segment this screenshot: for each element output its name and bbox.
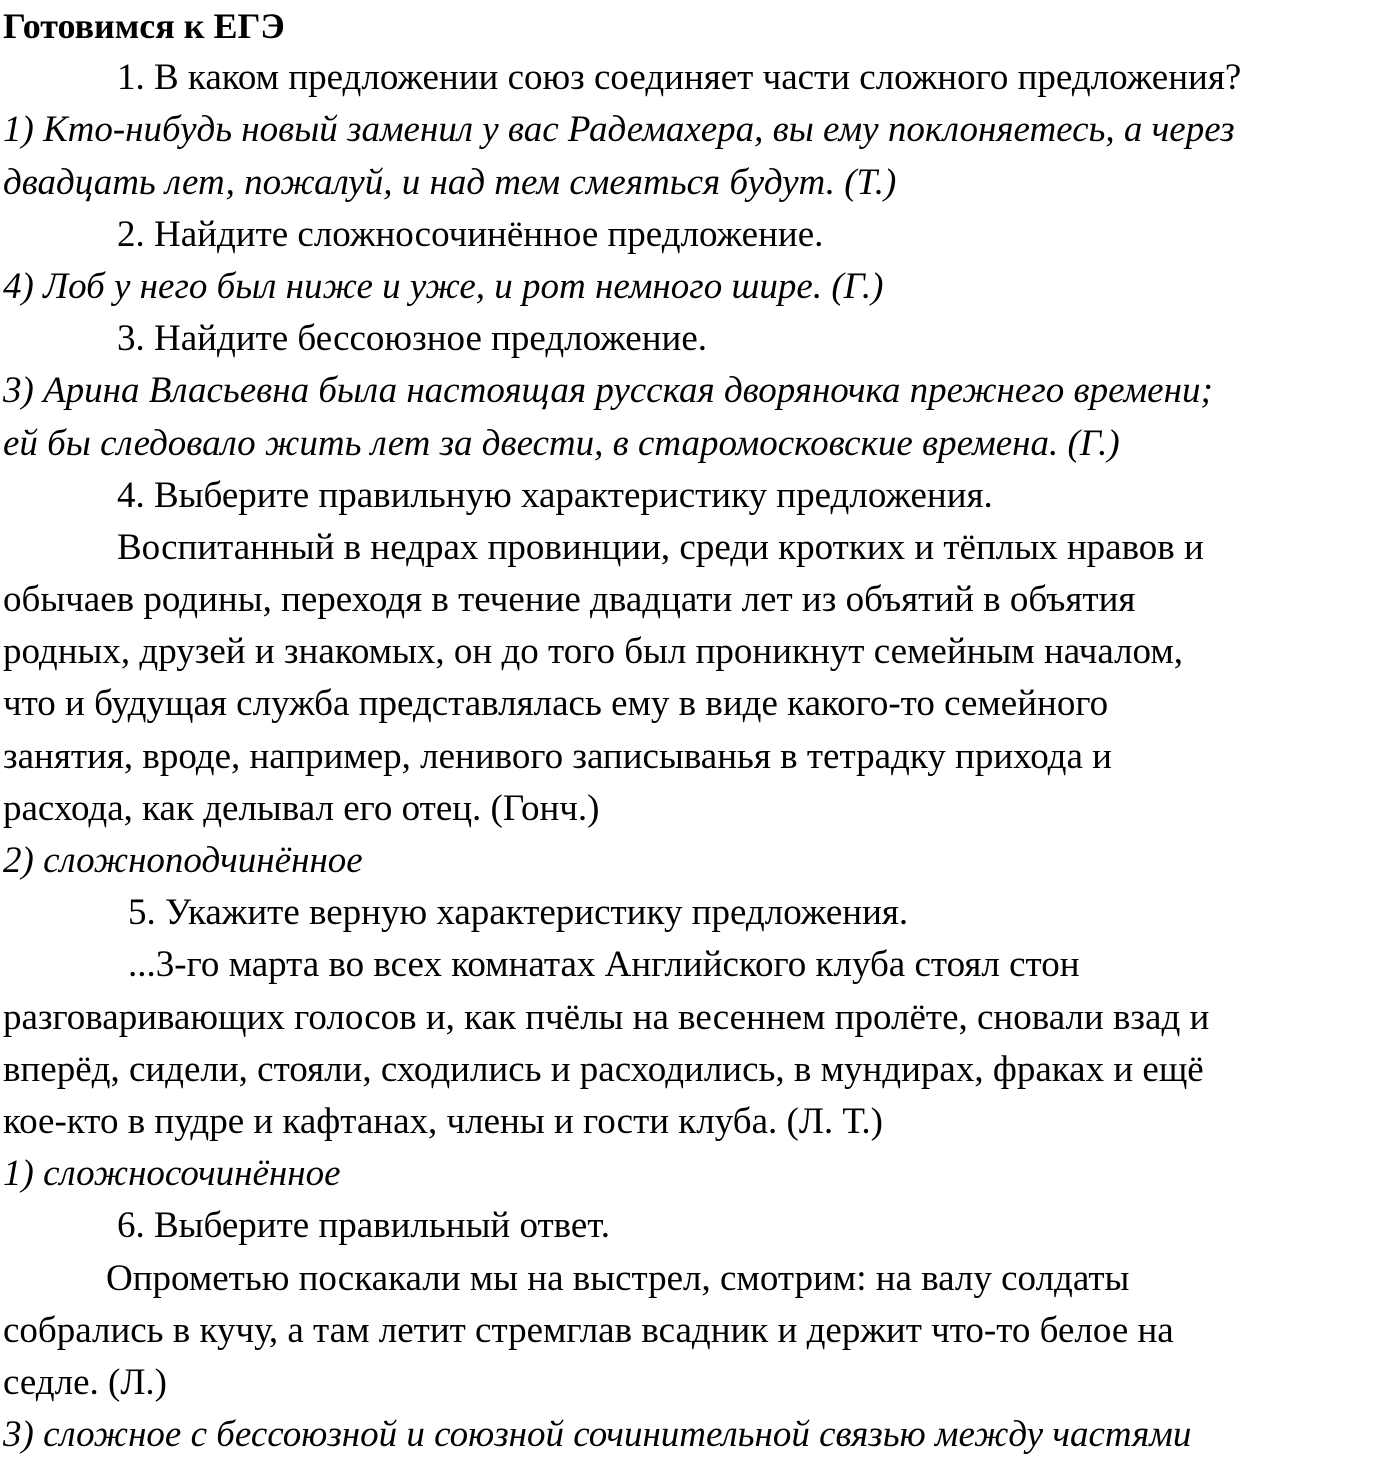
passage-5-line-4: кое-кто в пудре и кафтанах, члены и гости клуба. (Л. Т.): [3, 1100, 883, 1142]
passage-5-line-2: разговаривающих голосов и, как пчёлы на весеннем пролёте, сновали взад и: [3, 996, 1210, 1038]
question-6: 6. Выберите правильный ответ.: [117, 1205, 610, 1247]
passage-6-line-3: седле. (Л.): [3, 1361, 168, 1403]
answer-2-line-1: 4) Лоб у него был ниже и уже, и рот немного шире. (Г.): [3, 265, 884, 307]
passage-4-line-1: Воспитанный в недрах провинции, среди кротких и тёплых нравов и: [117, 526, 1204, 568]
answer-1-line-1: 1) Кто-нибудь новый заменил у вас Радемахера, вы ему поклоняетесь, а через: [3, 109, 1235, 151]
document-page: [3, 0, 1400, 1461]
passage-4-line-3: родных, друзей и знакомых, он до того был проникнут семейным началом,: [3, 631, 1183, 673]
passage-4-line-5: занятия, вроде, например, ленивого записыванья в тетрадку прихода и: [3, 735, 1112, 777]
passage-6-line-1: Опрометью поскакали мы на выстрел, смотрим: на валу солдаты: [106, 1257, 1130, 1299]
answer-3-line-1: 3) Арина Власьевна была настоящая русская дворяночка прежнего времени;: [3, 370, 1213, 412]
question-4: 4. Выберите правильную характеристику предложения.: [117, 474, 993, 516]
question-5: 5. Укажите верную характеристику предложения.: [128, 892, 909, 934]
question-3: 3. Найдите бессоюзное предложение.: [117, 318, 707, 360]
passage-4-line-2: обычаев родины, переходя в течение двадцати лет из объятий в объятия: [3, 579, 1136, 621]
answer-3-line-2: ей бы следовало жить лет за двести, в старомосковские времена. (Г.): [3, 422, 1120, 464]
question-1: 1. В каком предложении союз соединяет части сложного предложения?: [117, 57, 1242, 99]
passage-4-line-4: что и будущая служба представлялась ему в виде какого-то семейного: [3, 683, 1109, 725]
passage-5-line-3: вперёд, сидели, стояли, сходились и расходились, в мундирах, фраках и ещё: [3, 1048, 1204, 1090]
answer-6-line-1: 3) сложное с бессоюзной и союзной сочинительной связью между частями: [3, 1414, 1192, 1456]
answer-5-line-1: 1) сложносочинённое: [3, 1153, 341, 1195]
question-2: 2. Найдите сложносочинённое предложение.: [117, 213, 824, 255]
answer-4-line-1: 2) сложноподчинённое: [3, 840, 363, 881]
passage-5-line-1: ...3-го марта во всех комнатах Английского клуба стоял стон: [128, 944, 1080, 986]
passage-4-line-6: расхода, как делывал его отец. (Гонч.): [3, 787, 600, 829]
passage-6-line-2: собрались в кучу, а там летит стремглав всадник и держит что-то белое на: [3, 1309, 1174, 1351]
answer-1-line-2: двадцать лет, пожалуй, и над тем смеяться будут. (Т.): [3, 161, 897, 203]
page-title: Готовимся к ЕГЭ: [3, 6, 285, 46]
